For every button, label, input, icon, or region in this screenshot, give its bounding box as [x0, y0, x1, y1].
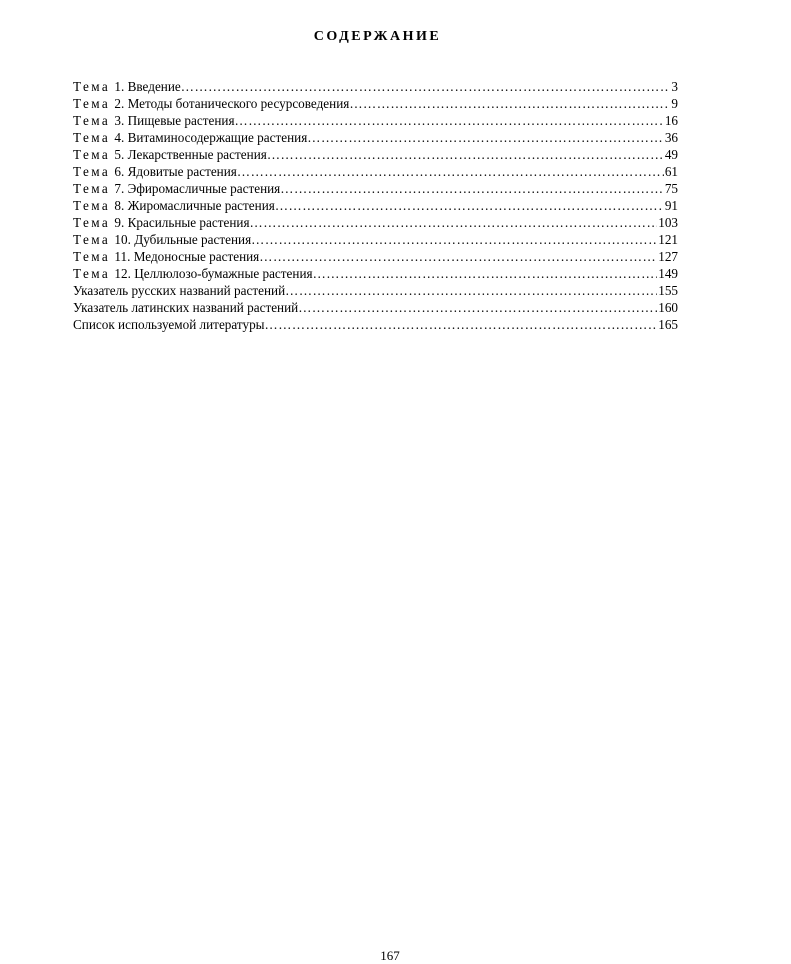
toc-entry-page: 91 — [664, 198, 678, 213]
toc-entry-prefix: Тема — [73, 215, 111, 230]
toc-entry-page: 165 — [658, 317, 678, 332]
toc-entry-text: 9. Красильные растения — [114, 215, 250, 230]
toc-entry — [73, 265, 678, 282]
toc-entry-text: 3. Пищевые растения — [114, 113, 235, 128]
toc-dot-leader — [298, 299, 657, 316]
toc-entry-page: 9 — [671, 96, 678, 111]
toc-entry-prefix: Тема — [73, 232, 111, 247]
toc-dot-leader — [285, 282, 657, 299]
toc-entry-text: 10. Дубильные растения — [114, 232, 252, 247]
toc-entry-text: Указатель латинских названий растений — [73, 300, 299, 315]
toc-entry-text: 2. Методы ботанического ресурсоведения — [114, 96, 350, 111]
toc-entry-label — [73, 95, 349, 112]
toc-entry-label — [73, 146, 267, 163]
toc-entry — [73, 146, 678, 163]
toc-entry-label — [73, 129, 307, 146]
page-number: 167 — [380, 948, 400, 963]
toc-entry-page: 16 — [664, 113, 678, 128]
toc-entry-text: 8. Жиромасличные растения — [114, 198, 275, 213]
toc-entry-label — [73, 231, 251, 248]
toc-entry-prefix: Тема — [73, 249, 111, 264]
toc-entry — [73, 180, 678, 197]
toc-entry-prefix: Тема — [73, 164, 111, 179]
toc-entry-prefix: Тема — [73, 266, 111, 281]
toc-entry-label — [73, 214, 250, 231]
toc-entry — [73, 112, 678, 129]
toc-entry-prefix: Тема — [73, 113, 111, 128]
toc-dot-leader — [313, 265, 658, 282]
toc-entry-label — [73, 248, 259, 265]
toc-entry-page: 149 — [658, 266, 678, 281]
toc-entry — [73, 282, 678, 299]
table-of-contents — [73, 78, 678, 333]
toc-entry-label — [73, 265, 313, 282]
toc-entry-prefix: Тема — [73, 147, 111, 162]
toc-entry-text: 12. Целлюлозо-бумажные растения — [114, 266, 313, 281]
toc-entry — [73, 299, 678, 316]
toc-dot-leader — [280, 180, 664, 197]
toc-dot-leader — [259, 248, 657, 265]
toc-entry — [73, 214, 678, 231]
toc-entry — [73, 231, 678, 248]
toc-entry-text: 1. Введение — [114, 79, 181, 94]
toc-entry-text: 4. Витаминосодержащие растения — [114, 130, 308, 145]
toc-entry — [73, 197, 678, 214]
toc-entry-prefix: Тема — [73, 79, 111, 94]
toc-entry-label — [73, 316, 265, 333]
toc-entry-label — [73, 282, 285, 299]
toc-entry — [73, 248, 678, 265]
toc-entry-text: Список используемой литературы — [73, 317, 265, 332]
toc-entry-prefix: Тема — [73, 130, 111, 145]
toc-dot-leader — [181, 78, 671, 95]
toc-entry-text: 11. Медоносные растения — [114, 249, 260, 264]
toc-entry-page: 61 — [664, 164, 678, 179]
toc-dot-leader — [275, 197, 664, 214]
toc-entry-page: 127 — [658, 249, 678, 264]
page-title: СОДЕРЖАНИЕ — [313, 29, 442, 44]
toc-entry-page: 103 — [658, 215, 678, 230]
toc-entry-page: 49 — [664, 147, 678, 162]
toc-dot-leader — [349, 95, 670, 112]
toc-entry-page: 160 — [658, 300, 678, 315]
toc-entry — [73, 129, 678, 146]
toc-entry-page: 3 — [671, 79, 678, 94]
toc-entry-page: 36 — [664, 130, 678, 145]
toc-entry-label — [73, 163, 237, 180]
toc-entry — [73, 316, 678, 333]
toc-entry-page: 155 — [658, 283, 678, 298]
toc-entry-label — [73, 299, 298, 316]
toc-dot-leader — [237, 163, 664, 180]
toc-entry-prefix: Тема — [73, 181, 111, 196]
toc-entry-prefix: Тема — [73, 198, 111, 213]
toc-dot-leader — [265, 316, 658, 333]
toc-entry-text: 7. Эфиромасличные растения — [114, 181, 281, 196]
toc-entry-label — [73, 112, 235, 129]
toc-entry-text: 6. Ядовитые растения — [114, 164, 237, 179]
toc-entry-text: 5. Лекарственные растения — [114, 147, 267, 162]
toc-entry-label — [73, 180, 280, 197]
toc-dot-leader — [307, 129, 664, 146]
toc-entry-label — [73, 78, 181, 95]
toc-entry — [73, 163, 678, 180]
toc-entry-text: Указатель русских названий растений — [73, 283, 286, 298]
toc-dot-leader — [251, 231, 657, 248]
toc-entry-page: 121 — [658, 232, 678, 247]
toc-entry-prefix: Тема — [73, 96, 111, 111]
toc-dot-leader — [250, 214, 658, 231]
toc-entry-label — [73, 197, 275, 214]
toc-dot-leader — [267, 146, 664, 163]
toc-entry — [73, 78, 678, 95]
toc-entry-page: 75 — [664, 181, 678, 196]
toc-dot-leader — [235, 112, 664, 129]
toc-entry — [73, 95, 678, 112]
